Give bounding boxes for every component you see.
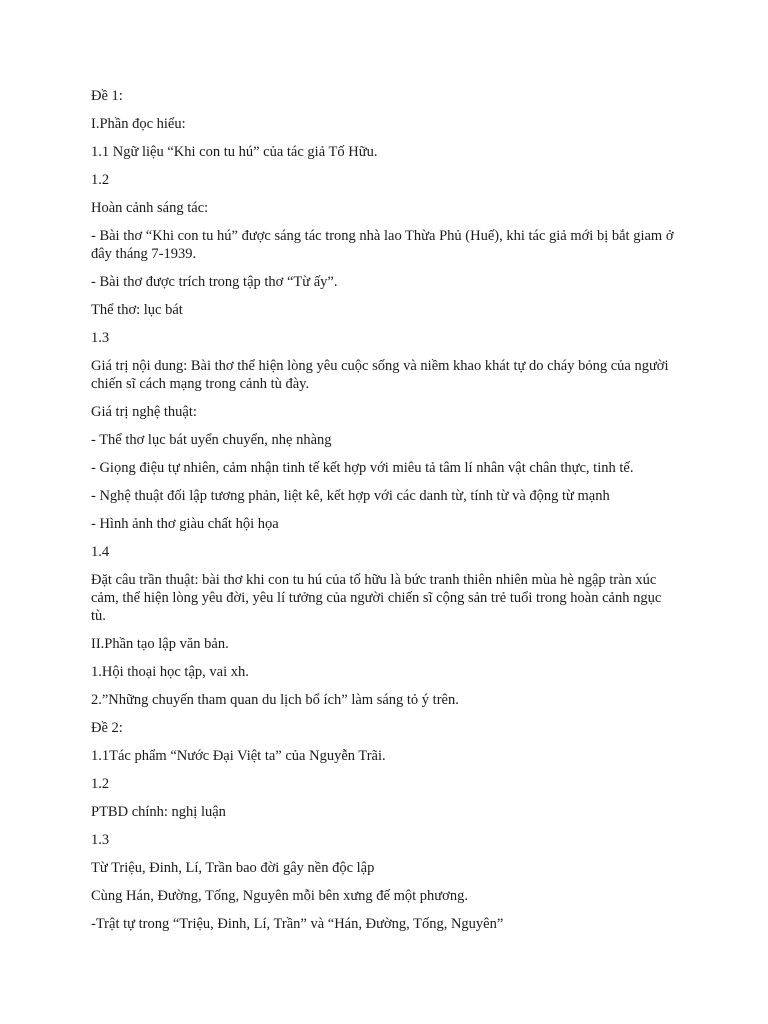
item-number: 1.3 — [91, 330, 110, 346]
paragraph: Giá trị nghệ thuật: — [91, 404, 197, 420]
section-reading: I.Phần đọc hiểu: — [91, 116, 186, 132]
paragraph: - Bài thơ được trích trong tập thơ “Từ ấy”. — [91, 274, 338, 290]
paragraph: 2.”Những chuyến tham quan du lịch bổ ích” làm sáng tỏ ý trên. — [91, 692, 459, 708]
item-number: 1.3 — [91, 832, 110, 848]
paragraph: PTBD chính: nghị luận — [91, 804, 226, 820]
paragraph: 1.Hội thoại học tập, vai xh. — [91, 664, 249, 680]
paragraph: Hoàn cảnh sáng tác: — [91, 200, 209, 216]
paragraph: Đặt câu trần thuật: bài thơ khi con tu hú của tố hữu là bức tranh thiên nhiên mùa hè ngập tràn xúc cảm, thể hiện lòng yêu đời, yêu lí tưởng của người chiến sĩ cộng sản trẻ tuổi trong hoàn cảnh ngục tù. — [91, 572, 662, 624]
paragraph: -Trật tự trong “Triệu, Đinh, Lí, Trần” và “Hán, Đường, Tống, Nguyên” — [91, 916, 504, 932]
paragraph: 1.1Tác phẩm “Nước Đại Việt ta” của Nguyễn Trãi. — [91, 748, 386, 764]
paragraph: Cùng Hán, Đường, Tống, Nguyên mỗi bên xưng đế một phương. — [91, 888, 468, 904]
paragraph: - Giọng điệu tự nhiên, cảm nhận tinh tế kết hợp với miêu tả tâm lí nhân vật chân thực, tinh tế. — [91, 460, 634, 476]
paragraph: - Thể thơ lục bát uyển chuyển, nhẹ nhàng — [91, 432, 332, 448]
paragraph: Từ Triệu, Đinh, Lí, Trần bao đời gây nền độc lập — [91, 860, 375, 876]
item-number: 1.4 — [91, 544, 110, 560]
paragraph: Giá trị nội dung: Bài thơ thể hiện lòng yêu cuộc sống và niềm khao khát tự do cháy bỏng của người chiến sĩ cách mạng trong cảnh tù đày. — [91, 358, 669, 392]
heading-de-2: Đề 2: — [91, 720, 123, 736]
paragraph: 1.1 Ngữ liệu “Khi con tu hú” của tác giả Tố Hữu. — [91, 144, 378, 160]
item-number: 1.2 — [91, 172, 110, 188]
heading-de-1: Đề 1: — [91, 88, 123, 104]
item-number: 1.2 — [91, 776, 110, 792]
paragraph: - Nghệ thuật đối lập tương phản, liệt kê, kết hợp với các danh từ, tính từ và động từ mạnh — [91, 488, 610, 504]
section-writing: II.Phần tạo lập văn bản. — [91, 636, 229, 652]
paragraph: - Bài thơ “Khi con tu hú” được sáng tác trong nhà lao Thừa Phủ (Huế), khi tác giả mới bị bắt giam ở đây tháng 7-1939. — [91, 228, 674, 262]
paragraph: Thể thơ: lục bát — [91, 302, 183, 318]
paragraph: - Hình ảnh thơ giàu chất hội họa — [91, 516, 279, 532]
